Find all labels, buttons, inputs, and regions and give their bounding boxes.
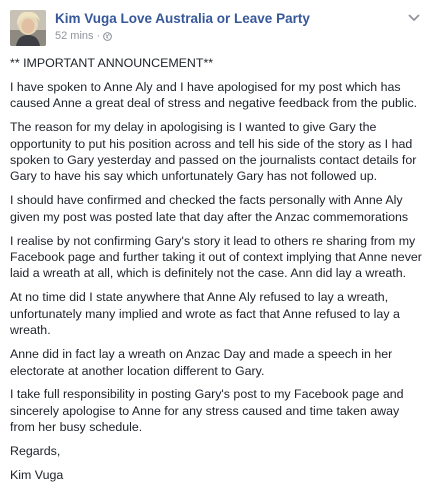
post-timestamp[interactable]: 52 mins: [55, 30, 94, 42]
post-paragraph: The reason for my delay in apologising is I wanted to give Gary the opportunity to put his position across and tell his side of the story as I had spoken to Gary yesterday and passed on the journalists contact details for Gary to have his say which unfortunately Gary has not followed up.: [10, 120, 417, 184]
avatar[interactable]: [10, 10, 46, 46]
post-paragraph: I take full responsibility in posting Gary's post to my Facebook page and sincerely apologise to Anne for any stress caused and time taken away from her busy schedule.: [10, 387, 404, 435]
meta-separator: ·: [96, 30, 101, 42]
author-name-link[interactable]: Kim Vuga Love Australia or Leave Party: [55, 11, 310, 26]
post-paragraph: At no time did I state anywhere that Anne Aly refused to lay a wreath, unfortunately many implied and wrote as fact that Anne refused to lay a wreath.: [10, 290, 400, 338]
post-signature: Kim Vuga: [10, 468, 64, 483]
post-meta: [55, 30, 112, 42]
post-paragraph: I should have confirmed and checked the facts personally with Anne Aly given my post was posted late that day after the Anzac commemorations: [10, 193, 409, 224]
post-body: [10, 55, 423, 491]
post-signoff: Regards,: [10, 444, 61, 459]
post-paragraph: ** IMPORTANT ANNOUNCEMENT**: [10, 56, 214, 70]
globe-icon[interactable]: [103, 32, 112, 41]
chevron-down-icon[interactable]: [407, 10, 421, 20]
profile-photo-icon: [10, 10, 46, 46]
post-paragraph: I realise by not confirming Gary's story it lead to others re sharing from my Facebook page and further taking it out of context implying that Anne never laid a wreath at all, which is definitely not the case. Ann did lay a wreath.: [10, 233, 422, 281]
post-paragraph: Anne did in fact lay a wreath on Anzac Day and made a speech in her electorate at another location different to Gary.: [10, 347, 393, 378]
post-paragraph: I have spoken to Anne Aly and I have apologised for my post which has caused Anne a great deal of stress and negative feedback from the public.: [10, 79, 418, 111]
post-header: [10, 8, 421, 48]
